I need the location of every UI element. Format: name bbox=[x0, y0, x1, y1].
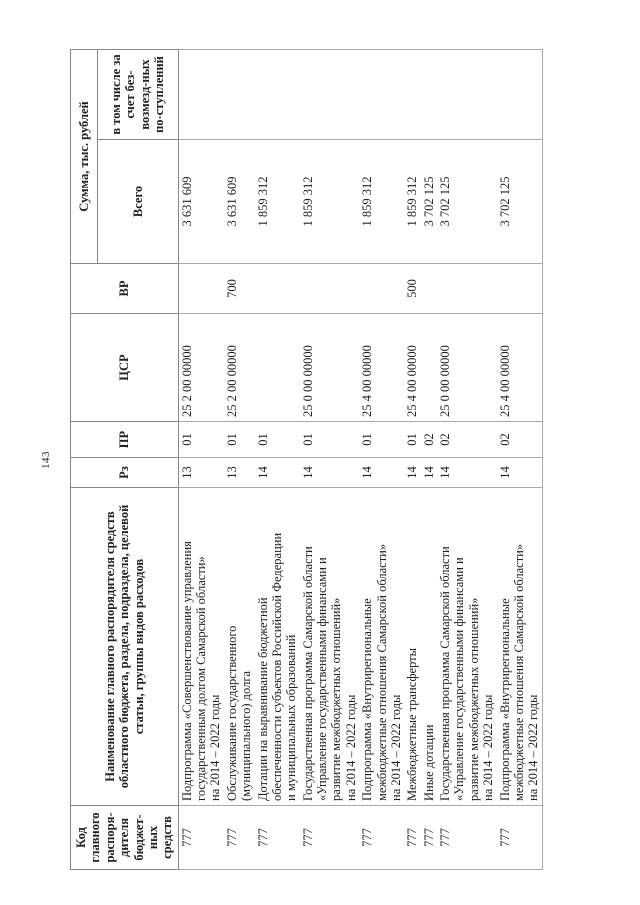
cell-pr: 01 bbox=[255, 422, 300, 458]
page-number: 143 bbox=[40, 451, 52, 469]
cell-code: 777 bbox=[404, 806, 420, 870]
cell-pr: 02 bbox=[437, 422, 497, 458]
cell-rz: 14 bbox=[300, 458, 360, 488]
cell-code: 777 bbox=[437, 806, 497, 870]
cell-incl bbox=[421, 50, 437, 140]
name-line: на 2014 – 2022 годы bbox=[481, 694, 496, 801]
cell-vr bbox=[300, 264, 360, 314]
header-sum: Сумма, тыс. рублей bbox=[71, 50, 98, 264]
cell-vr: 500 bbox=[404, 264, 420, 314]
header-pr: ПР bbox=[71, 422, 179, 458]
name-line: Государственная программа Самарской области bbox=[438, 546, 452, 801]
name-line: обеспеченности субъектов Российской Федерации bbox=[269, 532, 284, 801]
cell-total: 1 859 312 bbox=[359, 140, 404, 264]
cell-total: 3 702 125 bbox=[497, 140, 543, 264]
table-row bbox=[300, 50, 360, 870]
cell-pr: 02 bbox=[421, 422, 437, 458]
cell-rz: 14 bbox=[404, 458, 420, 488]
name-line: развитие межбюджетных отношений» bbox=[466, 597, 481, 801]
rotated-page-content bbox=[40, 50, 610, 870]
cell-pr: 01 bbox=[359, 422, 404, 458]
cell-csr bbox=[421, 314, 437, 422]
table-row bbox=[497, 50, 543, 870]
cell-code: 777 bbox=[421, 806, 437, 870]
name-line: Дотации на выравнивание бюджетной bbox=[255, 597, 270, 801]
cell-name bbox=[421, 488, 437, 806]
header-code: Код главного распоря-дителя бюджет-ных средств bbox=[71, 806, 179, 870]
table-row bbox=[437, 50, 497, 870]
name-line: «Управление государственными финансами и bbox=[452, 557, 467, 801]
cell-name bbox=[178, 488, 224, 806]
cell-rz: 14 bbox=[497, 458, 543, 488]
cell-csr: 25 0 00 00000 bbox=[300, 314, 360, 422]
cell-csr: 25 4 00 00000 bbox=[497, 314, 543, 422]
name-line: на 2014 – 2022 годы bbox=[208, 694, 223, 801]
cell-pr: 02 bbox=[497, 422, 543, 458]
table-row bbox=[178, 50, 224, 870]
cell-code: 777 bbox=[178, 806, 224, 870]
cell-name bbox=[497, 488, 543, 806]
name-line: Подпрограмма «Внутрирегиональные bbox=[497, 598, 512, 801]
table-header bbox=[71, 50, 179, 870]
cell-incl bbox=[497, 50, 543, 140]
cell-csr: 25 0 00 00000 bbox=[437, 314, 497, 422]
cell-incl bbox=[437, 50, 497, 140]
cell-code: 777 bbox=[300, 806, 360, 870]
cell-total: 3 631 609 bbox=[178, 140, 224, 264]
cell-vr bbox=[178, 264, 224, 314]
cell-pr: 01 bbox=[300, 422, 360, 458]
cell-total: 1 859 312 bbox=[255, 140, 300, 264]
cell-csr: 25 4 00 00000 bbox=[359, 314, 404, 422]
cell-incl bbox=[404, 50, 420, 140]
table-row bbox=[224, 50, 255, 870]
cell-csr: 25 2 00 00000 bbox=[178, 314, 224, 422]
cell-incl bbox=[359, 50, 404, 140]
cell-csr: 25 2 00 00000 bbox=[224, 314, 255, 422]
name-line: развитие межбюджетных отношений» bbox=[329, 597, 344, 801]
header-incl: в том числе за счет без-возмезд-ных по-ступлений bbox=[97, 50, 178, 140]
cell-name bbox=[300, 488, 360, 806]
header-total: Всего bbox=[97, 140, 178, 264]
cell-name bbox=[404, 488, 420, 806]
cell-pr: 01 bbox=[404, 422, 420, 458]
cell-code: 777 bbox=[497, 806, 543, 870]
cell-total: 3 631 609 bbox=[224, 140, 255, 264]
table-row bbox=[404, 50, 420, 870]
name-line: и муниципальных образований bbox=[284, 634, 299, 801]
cell-vr bbox=[359, 264, 404, 314]
header-name: Наименование главного распорядителя средств областного бюджета, раздела, подраздела, целевой статьи, группы видов расходов bbox=[71, 488, 179, 806]
cell-rz: 13 bbox=[178, 458, 224, 488]
cell-total: 3 702 125 bbox=[437, 140, 497, 264]
cell-code: 777 bbox=[224, 806, 255, 870]
cell-rz: 14 bbox=[437, 458, 497, 488]
name-line: государственным долгом Самарской области» bbox=[194, 556, 208, 801]
cell-rz: 14 bbox=[421, 458, 437, 488]
name-line: Иные дотации bbox=[421, 724, 436, 801]
budget-table bbox=[70, 49, 543, 870]
cell-incl bbox=[224, 50, 255, 140]
name-line: «Управление государственными финансами и bbox=[315, 557, 329, 801]
cell-name bbox=[359, 488, 404, 806]
table-row bbox=[359, 50, 404, 870]
table-row bbox=[255, 50, 300, 870]
name-line: межбюджетные отношения Самарской области» bbox=[374, 543, 389, 801]
cell-incl bbox=[300, 50, 360, 140]
table-row bbox=[421, 50, 437, 870]
header-rz: Рз bbox=[71, 458, 179, 488]
cell-rz: 13 bbox=[224, 458, 255, 488]
cell-name bbox=[437, 488, 497, 806]
name-line: Межбюджетные трансферты bbox=[405, 647, 420, 801]
cell-rz: 14 bbox=[359, 458, 404, 488]
cell-name bbox=[224, 488, 255, 806]
cell-total: 1 859 312 bbox=[300, 140, 360, 264]
header-vr: ВР bbox=[71, 264, 179, 314]
cell-pr: 01 bbox=[224, 422, 255, 458]
cell-vr bbox=[421, 264, 437, 314]
table-body bbox=[178, 50, 542, 870]
cell-rz: 14 bbox=[255, 458, 300, 488]
name-line: Подпрограмма «Внутрирегиональные bbox=[360, 598, 375, 801]
cell-incl bbox=[255, 50, 300, 140]
header-csr: ЦСР bbox=[71, 314, 179, 422]
cell-vr bbox=[255, 264, 300, 314]
cell-vr bbox=[497, 264, 543, 314]
cell-code: 777 bbox=[359, 806, 404, 870]
cell-csr: 25 4 00 00000 bbox=[404, 314, 420, 422]
name-line: Подпрограмма «Совершенствование управления bbox=[179, 541, 194, 801]
name-line: на 2014 – 2022 годы bbox=[343, 694, 358, 801]
name-line: (муниципального) долга bbox=[239, 670, 254, 801]
name-line: межбюджетные отношения Самарской области» bbox=[511, 543, 526, 801]
cell-total: 1 859 312 bbox=[404, 140, 420, 264]
name-line: Обслуживание государственного bbox=[224, 625, 239, 801]
cell-vr bbox=[437, 264, 497, 314]
name-line: на 2014 – 2022 годы bbox=[388, 694, 403, 801]
cell-incl bbox=[178, 50, 224, 140]
cell-code: 777 bbox=[255, 806, 300, 870]
name-line: Государственная программа Самарской области bbox=[300, 546, 315, 801]
cell-name bbox=[255, 488, 300, 806]
name-line: на 2014 – 2022 годы bbox=[526, 694, 541, 801]
cell-pr: 01 bbox=[178, 422, 224, 458]
cell-total: 3 702 125 bbox=[421, 140, 437, 264]
cell-vr: 700 bbox=[224, 264, 255, 314]
cell-csr bbox=[255, 314, 300, 422]
